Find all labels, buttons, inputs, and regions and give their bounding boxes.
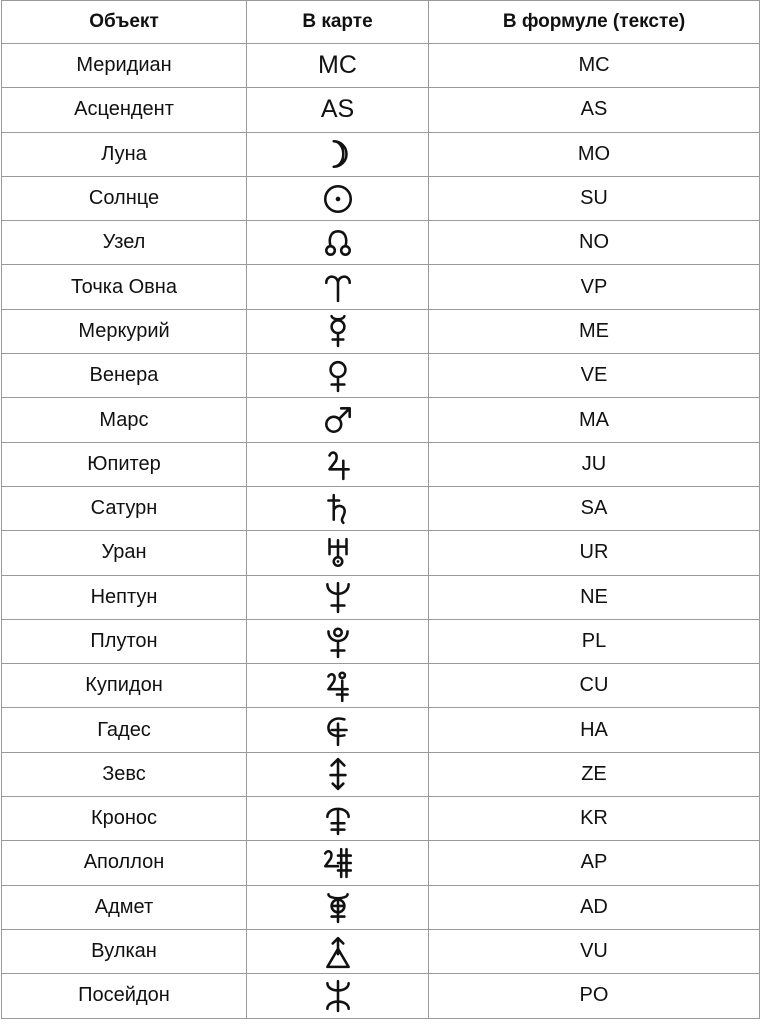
formula-code: HA [429,708,760,752]
chart-symbol [247,354,429,398]
chart-symbol [247,974,429,1018]
table-row [2,531,760,575]
object-name: Луна [2,132,247,176]
admetos-icon [321,890,355,924]
header-in-chart: В карте [247,1,429,44]
formula-code: SA [429,486,760,530]
kronos-icon [321,802,355,836]
table-row [2,44,760,88]
vulkanus-icon [321,935,355,969]
object-name: Купидон [2,664,247,708]
chart-symbol [247,752,429,796]
chart-symbol [247,398,429,442]
object-name: Аполлон [2,841,247,885]
table-row [2,486,760,530]
table-row [2,797,760,841]
formula-code: MA [429,398,760,442]
header-row [2,1,760,44]
formula-code: AP [429,841,760,885]
formula-code: PL [429,619,760,663]
table-row [2,176,760,220]
object-name: Асцендент [2,88,247,132]
formula-code: KR [429,797,760,841]
table-row [2,309,760,353]
table-row [2,752,760,796]
formula-code: MC [429,44,760,88]
chart-symbol-text: MC [247,44,429,88]
formula-code: JU [429,442,760,486]
table-row [2,841,760,885]
chart-symbol [247,841,429,885]
object-name: Узел [2,221,247,265]
table-row [2,929,760,973]
astro-symbols-table [1,0,760,1019]
formula-code: NE [429,575,760,619]
formula-code: NO [429,221,760,265]
chart-symbol [247,885,429,929]
chart-symbol [247,132,429,176]
zeus-icon [321,757,355,791]
chart-symbol [247,221,429,265]
object-name: Точка Овна [2,265,247,309]
object-name: Вулкан [2,929,247,973]
header-in-formula: В формуле (тексте) [429,1,760,44]
object-name: Кронос [2,797,247,841]
object-name: Зевс [2,752,247,796]
formula-code: AS [429,88,760,132]
formula-code: UR [429,531,760,575]
table-row [2,708,760,752]
chart-symbol [247,265,429,309]
formula-code: MO [429,132,760,176]
table-row [2,265,760,309]
venus-icon [321,359,355,393]
object-name: Венера [2,354,247,398]
table-row [2,398,760,442]
table-row [2,575,760,619]
mercury-icon [321,314,355,348]
formula-code: SU [429,176,760,220]
chart-symbol [247,797,429,841]
chart-symbol [247,176,429,220]
object-name: Меркурий [2,309,247,353]
neptune-icon [321,580,355,614]
formula-code: VP [429,265,760,309]
table-row [2,885,760,929]
table-row [2,442,760,486]
jupiter-icon [321,447,355,481]
sun-icon [321,182,355,216]
table-row [2,974,760,1018]
poseidon-icon [321,979,355,1013]
object-name: Посейдон [2,974,247,1018]
object-name: Марс [2,398,247,442]
table-row [2,619,760,663]
moon-icon [321,137,355,171]
aries-icon [321,270,355,304]
table-row [2,221,760,265]
object-name: Юпитер [2,442,247,486]
object-name: Нептун [2,575,247,619]
cupido-icon [321,669,355,703]
chart-symbol [247,486,429,530]
formula-code: VU [429,929,760,973]
chart-symbol [247,708,429,752]
apollon-icon [321,846,355,880]
chart-symbol-text: AS [247,88,429,132]
mars-icon [321,403,355,437]
chart-symbol [247,531,429,575]
hades-icon [321,713,355,747]
saturn-icon [321,492,355,526]
formula-code: ME [429,309,760,353]
object-name: Уран [2,531,247,575]
object-name: Адмет [2,885,247,929]
formula-code: ZE [429,752,760,796]
table-row [2,88,760,132]
formula-code: CU [429,664,760,708]
north-node-icon [321,226,355,260]
formula-code: AD [429,885,760,929]
table-row [2,664,760,708]
header-object: Объект [2,1,247,44]
table-row [2,132,760,176]
pluto-icon [321,625,355,659]
formula-code: PO [429,974,760,1018]
chart-symbol [247,664,429,708]
chart-symbol [247,619,429,663]
chart-symbol [247,442,429,486]
object-name: Сатурн [2,486,247,530]
table-row [2,354,760,398]
chart-symbol [247,309,429,353]
uranus-icon [321,536,355,570]
object-name: Плутон [2,619,247,663]
object-name: Солнце [2,176,247,220]
object-name: Меридиан [2,44,247,88]
chart-symbol [247,929,429,973]
chart-symbol [247,575,429,619]
formula-code: VE [429,354,760,398]
object-name: Гадес [2,708,247,752]
